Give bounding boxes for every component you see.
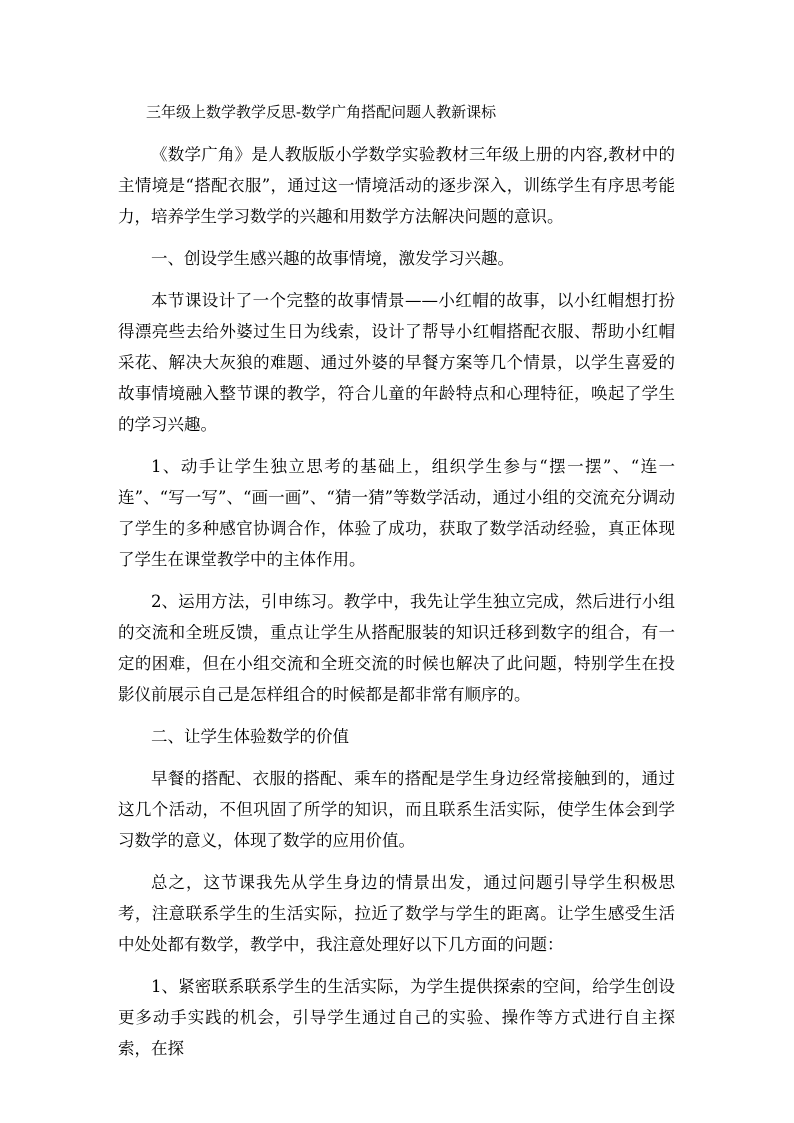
paragraph-point-2: 2、运用方法，引申练习。教学中，我先让学生独立完成，然后进行小组的交流和全班反馈，重点让学生从搭配服装的知识迁移到数字的组合，有一定的困难，但在小组交流和全班交流的时候也解决了此问题，特别学生在投影仪前展示自己是怎样组合的时候都是都非常有顺序的。 (118, 592, 675, 704)
paragraph-intro: 《数学广角》是人教版版小学数学实验教材三年级上册的内容,教材中的主情境是“搭配衣服”，通过这一情境活动的逐步深入，训练学生有序思考能力，培养学生学习数学的兴趣和用数学方法解决问题的意识。 (118, 145, 675, 226)
document-title: 三年级上数学教学反思-数学广角搭配问题人教新课标 (146, 103, 497, 121)
paragraph-story: 本节课设计了一个完整的故事情景——小红帽的故事，以小红帽想打扮得漂亮些去给外婆过生日为线索，设计了帮导小红帽搭配衣服、帮助小红帽采花、解决大灰狼的难题、通过外婆的早餐方案等几个情景，以学生喜爱的故事情境融入整节课的教学，符合儿童的年龄特点和心理特征，唤起了学生的学习兴趣。 (118, 291, 675, 434)
document-body (118, 94, 675, 1064)
section-heading-2: 二、让学生体验数学的价值 (151, 727, 349, 746)
paragraph-point-1: 1、动手让学生独立思考的基础上，组织学生参与“摆一摆”、“连一连”、“写一写”、“画一画”、“猜一猜”等数学活动，通过小组的交流充分调动了学生的多种感官协调合作，体验了成功，获取了数学活动经验，真正体现了学生在课堂教学中的主体作用。 (118, 457, 675, 569)
paragraph-summary-point-1: 1、紧密联系联系学生的生活实际，为学生提供探索的空间，给学生创设更多动手实践的机会，引导学生通过自己的实验、操作等方式进行自主探索，在探 (118, 977, 675, 1058)
paragraph-summary: 总之，这节课我先从学生身边的情景出发，通过问题引导学生积极思考，注意联系学生的生活实际，拉近了数学与学生的距离。让学生感受生活中处处都有数学，教学中，我注意处理好以下几方面的问题： (118, 873, 675, 954)
section-heading-1: 一、创设学生感兴趣的故事情境，激发学习兴趣。 (151, 249, 514, 268)
paragraph-value: 早餐的搭配、衣服的搭配、乘车的搭配是学生身边经常接触到的，通过这几个活动，不但巩固了所学的知识，而且联系生活实际，使学生体会到学习数学的意义，体现了数学的应用价值。 (118, 769, 675, 850)
